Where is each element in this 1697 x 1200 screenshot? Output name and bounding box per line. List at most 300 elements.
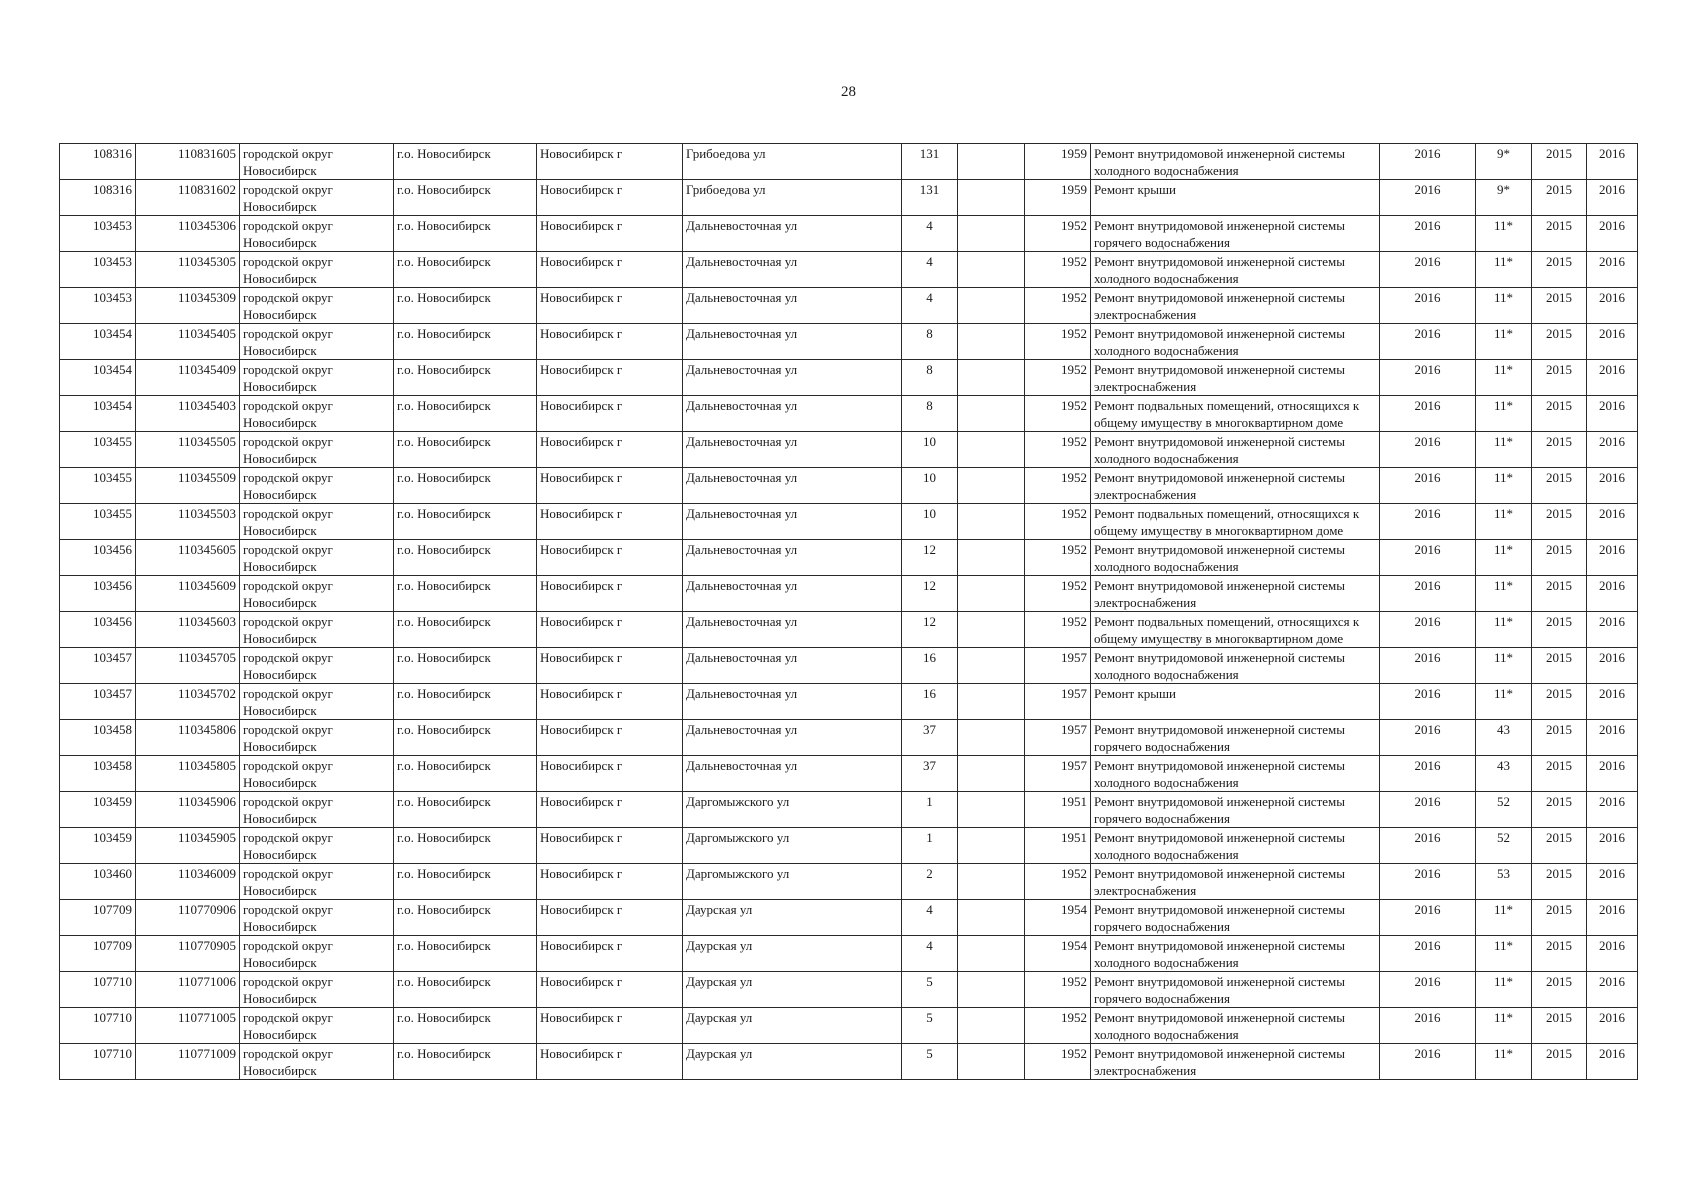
ref-cell: 53	[1476, 864, 1532, 900]
start-year-cell: 2015	[1532, 900, 1587, 936]
build-year-cell: 1957	[1025, 720, 1091, 756]
house-number-cell: 37	[902, 720, 958, 756]
work-id-cell: 110345503	[136, 504, 240, 540]
house-number-cell: 10	[902, 504, 958, 540]
street-cell: Даурская ул	[683, 1008, 902, 1044]
table-row	[60, 144, 1638, 180]
settlement-cell: г.о. Новосибирск	[394, 828, 537, 864]
build-year-cell: 1959	[1025, 144, 1091, 180]
city-cell: Новосибирск г	[537, 972, 683, 1008]
municipality-cell: городской округ Новосибирск	[240, 324, 394, 360]
settlement-cell: г.о. Новосибирск	[394, 612, 537, 648]
house-id-cell: 103459	[60, 828, 136, 864]
house-id-cell: 107710	[60, 1008, 136, 1044]
table-row	[60, 648, 1638, 684]
plan-year-cell: 2016	[1380, 648, 1476, 684]
ref-cell: 11*	[1476, 540, 1532, 576]
settlement-cell: г.о. Новосибирск	[394, 576, 537, 612]
ref-cell: 9*	[1476, 144, 1532, 180]
start-year-cell: 2015	[1532, 612, 1587, 648]
work-type-cell: Ремонт крыши	[1091, 180, 1380, 216]
ref-cell: 11*	[1476, 360, 1532, 396]
municipality-cell: городской округ Новосибирск	[240, 288, 394, 324]
house-id-cell: 103455	[60, 432, 136, 468]
municipality-cell: городской округ Новосибирск	[240, 792, 394, 828]
city-cell: Новосибирск г	[537, 360, 683, 396]
start-year-cell: 2015	[1532, 180, 1587, 216]
ref-cell: 52	[1476, 792, 1532, 828]
end-year-cell: 2016	[1587, 252, 1638, 288]
plan-year-cell: 2016	[1380, 144, 1476, 180]
house-number-cell: 10	[902, 468, 958, 504]
letter-cell	[958, 756, 1025, 792]
end-year-cell: 2016	[1587, 576, 1638, 612]
street-cell: Дальневосточная ул	[683, 504, 902, 540]
table-row	[60, 792, 1638, 828]
city-cell: Новосибирск г	[537, 540, 683, 576]
municipality-cell: городской округ Новосибирск	[240, 828, 394, 864]
work-id-cell: 110771005	[136, 1008, 240, 1044]
street-cell: Грибоедова ул	[683, 180, 902, 216]
plan-year-cell: 2016	[1380, 1008, 1476, 1044]
house-number-cell: 4	[902, 936, 958, 972]
municipality-cell: городской округ Новосибирск	[240, 864, 394, 900]
work-id-cell: 110345805	[136, 756, 240, 792]
street-cell: Дальневосточная ул	[683, 288, 902, 324]
ref-cell: 11*	[1476, 936, 1532, 972]
work-type-cell: Ремонт внутридомовой инженерной системы холодного водоснабжения	[1091, 432, 1380, 468]
work-type-cell: Ремонт внутридомовой инженерной системы горячего водоснабжения	[1091, 900, 1380, 936]
settlement-cell: г.о. Новосибирск	[394, 468, 537, 504]
table-row	[60, 504, 1638, 540]
table-row	[60, 756, 1638, 792]
work-id-cell: 110345405	[136, 324, 240, 360]
plan-year-cell: 2016	[1380, 972, 1476, 1008]
letter-cell	[958, 576, 1025, 612]
house-number-cell: 16	[902, 648, 958, 684]
build-year-cell: 1952	[1025, 504, 1091, 540]
house-id-cell: 103453	[60, 288, 136, 324]
work-id-cell: 110345505	[136, 432, 240, 468]
house-number-cell: 8	[902, 360, 958, 396]
start-year-cell: 2015	[1532, 144, 1587, 180]
plan-year-cell: 2016	[1380, 396, 1476, 432]
start-year-cell: 2015	[1532, 972, 1587, 1008]
table-row	[60, 612, 1638, 648]
letter-cell	[958, 432, 1025, 468]
build-year-cell: 1952	[1025, 324, 1091, 360]
letter-cell	[958, 612, 1025, 648]
letter-cell	[958, 468, 1025, 504]
municipality-cell: городской округ Новосибирск	[240, 684, 394, 720]
repair-register-table	[59, 143, 1638, 1080]
plan-year-cell: 2016	[1380, 216, 1476, 252]
plan-year-cell: 2016	[1380, 792, 1476, 828]
settlement-cell: г.о. Новосибирск	[394, 864, 537, 900]
table-row	[60, 1008, 1638, 1044]
settlement-cell: г.о. Новосибирск	[394, 504, 537, 540]
letter-cell	[958, 864, 1025, 900]
ref-cell: 11*	[1476, 648, 1532, 684]
work-id-cell: 110770905	[136, 936, 240, 972]
municipality-cell: городской округ Новосибирск	[240, 936, 394, 972]
plan-year-cell: 2016	[1380, 936, 1476, 972]
street-cell: Дальневосточная ул	[683, 576, 902, 612]
city-cell: Новосибирск г	[537, 648, 683, 684]
ref-cell: 11*	[1476, 612, 1532, 648]
house-id-cell: 103454	[60, 324, 136, 360]
ref-cell: 11*	[1476, 468, 1532, 504]
city-cell: Новосибирск г	[537, 828, 683, 864]
build-year-cell: 1952	[1025, 396, 1091, 432]
build-year-cell: 1952	[1025, 972, 1091, 1008]
street-cell: Дальневосточная ул	[683, 396, 902, 432]
city-cell: Новосибирск г	[537, 468, 683, 504]
letter-cell	[958, 648, 1025, 684]
street-cell: Дальневосточная ул	[683, 612, 902, 648]
start-year-cell: 2015	[1532, 756, 1587, 792]
street-cell: Дальневосточная ул	[683, 756, 902, 792]
house-id-cell: 108316	[60, 180, 136, 216]
plan-year-cell: 2016	[1380, 180, 1476, 216]
start-year-cell: 2015	[1532, 468, 1587, 504]
start-year-cell: 2015	[1532, 288, 1587, 324]
plan-year-cell: 2016	[1380, 720, 1476, 756]
settlement-cell: г.о. Новосибирск	[394, 324, 537, 360]
plan-year-cell: 2016	[1380, 684, 1476, 720]
page-number: 28	[841, 84, 856, 100]
work-id-cell: 110771009	[136, 1044, 240, 1080]
end-year-cell: 2016	[1587, 684, 1638, 720]
work-type-cell: Ремонт внутридомовой инженерной системы горячего водоснабжения	[1091, 720, 1380, 756]
municipality-cell: городской округ Новосибирск	[240, 504, 394, 540]
street-cell: Даргомыжского ул	[683, 828, 902, 864]
letter-cell	[958, 288, 1025, 324]
work-type-cell: Ремонт внутридомовой инженерной системы холодного водоснабжения	[1091, 936, 1380, 972]
work-id-cell: 110831605	[136, 144, 240, 180]
table-row	[60, 576, 1638, 612]
letter-cell	[958, 324, 1025, 360]
house-id-cell: 103459	[60, 792, 136, 828]
table-body	[60, 144, 1638, 1080]
house-id-cell: 103456	[60, 540, 136, 576]
work-id-cell: 110345806	[136, 720, 240, 756]
build-year-cell: 1952	[1025, 288, 1091, 324]
street-cell: Даурская ул	[683, 900, 902, 936]
build-year-cell: 1952	[1025, 612, 1091, 648]
end-year-cell: 2016	[1587, 792, 1638, 828]
letter-cell	[958, 252, 1025, 288]
work-type-cell: Ремонт внутридомовой инженерной системы электроснабжения	[1091, 864, 1380, 900]
street-cell: Дальневосточная ул	[683, 468, 902, 504]
house-number-cell: 4	[902, 252, 958, 288]
end-year-cell: 2016	[1587, 360, 1638, 396]
settlement-cell: г.о. Новосибирск	[394, 1044, 537, 1080]
work-type-cell: Ремонт внутридомовой инженерной системы холодного водоснабжения	[1091, 144, 1380, 180]
house-number-cell: 131	[902, 144, 958, 180]
work-id-cell: 110345905	[136, 828, 240, 864]
settlement-cell: г.о. Новосибирск	[394, 432, 537, 468]
street-cell: Дальневосточная ул	[683, 324, 902, 360]
table-row	[60, 828, 1638, 864]
house-id-cell: 103458	[60, 756, 136, 792]
street-cell: Дальневосточная ул	[683, 360, 902, 396]
work-id-cell: 110345605	[136, 540, 240, 576]
house-id-cell: 103460	[60, 864, 136, 900]
settlement-cell: г.о. Новосибирск	[394, 216, 537, 252]
table-row	[60, 1044, 1638, 1080]
house-id-cell: 107709	[60, 936, 136, 972]
house-id-cell: 103457	[60, 648, 136, 684]
settlement-cell: г.о. Новосибирск	[394, 1008, 537, 1044]
street-cell: Даурская ул	[683, 1044, 902, 1080]
end-year-cell: 2016	[1587, 972, 1638, 1008]
house-id-cell: 103454	[60, 360, 136, 396]
street-cell: Дальневосточная ул	[683, 540, 902, 576]
municipality-cell: городской округ Новосибирск	[240, 180, 394, 216]
work-id-cell: 110770906	[136, 900, 240, 936]
start-year-cell: 2015	[1532, 504, 1587, 540]
house-id-cell: 103457	[60, 684, 136, 720]
street-cell: Даргомыжского ул	[683, 864, 902, 900]
table-row	[60, 396, 1638, 432]
house-number-cell: 12	[902, 576, 958, 612]
letter-cell	[958, 1044, 1025, 1080]
city-cell: Новосибирск г	[537, 144, 683, 180]
plan-year-cell: 2016	[1380, 252, 1476, 288]
letter-cell	[958, 540, 1025, 576]
end-year-cell: 2016	[1587, 936, 1638, 972]
ref-cell: 9*	[1476, 180, 1532, 216]
ref-cell: 11*	[1476, 216, 1532, 252]
ref-cell: 11*	[1476, 576, 1532, 612]
build-year-cell: 1952	[1025, 540, 1091, 576]
settlement-cell: г.о. Новосибирск	[394, 720, 537, 756]
letter-cell	[958, 720, 1025, 756]
municipality-cell: городской округ Новосибирск	[240, 756, 394, 792]
end-year-cell: 2016	[1587, 504, 1638, 540]
letter-cell	[958, 1008, 1025, 1044]
house-number-cell: 16	[902, 684, 958, 720]
ref-cell: 52	[1476, 828, 1532, 864]
ref-cell: 11*	[1476, 684, 1532, 720]
house-id-cell: 107710	[60, 972, 136, 1008]
letter-cell	[958, 684, 1025, 720]
end-year-cell: 2016	[1587, 648, 1638, 684]
house-number-cell: 5	[902, 972, 958, 1008]
work-type-cell: Ремонт внутридомовой инженерной системы электроснабжения	[1091, 288, 1380, 324]
plan-year-cell: 2016	[1380, 360, 1476, 396]
street-cell: Даргомыжского ул	[683, 792, 902, 828]
table-row	[60, 324, 1638, 360]
work-id-cell: 110345309	[136, 288, 240, 324]
city-cell: Новосибирск г	[537, 612, 683, 648]
city-cell: Новосибирск г	[537, 216, 683, 252]
municipality-cell: городской округ Новосибирск	[240, 360, 394, 396]
start-year-cell: 2015	[1532, 324, 1587, 360]
city-cell: Новосибирск г	[537, 504, 683, 540]
plan-year-cell: 2016	[1380, 432, 1476, 468]
work-type-cell: Ремонт внутридомовой инженерной системы холодного водоснабжения	[1091, 252, 1380, 288]
start-year-cell: 2015	[1532, 432, 1587, 468]
work-type-cell: Ремонт внутридомовой инженерной системы холодного водоснабжения	[1091, 1008, 1380, 1044]
end-year-cell: 2016	[1587, 864, 1638, 900]
house-number-cell: 5	[902, 1044, 958, 1080]
end-year-cell: 2016	[1587, 540, 1638, 576]
city-cell: Новосибирск г	[537, 180, 683, 216]
start-year-cell: 2015	[1532, 360, 1587, 396]
ref-cell: 11*	[1476, 900, 1532, 936]
end-year-cell: 2016	[1587, 288, 1638, 324]
ref-cell: 11*	[1476, 288, 1532, 324]
start-year-cell: 2015	[1532, 684, 1587, 720]
settlement-cell: г.о. Новосибирск	[394, 180, 537, 216]
work-id-cell: 110345305	[136, 252, 240, 288]
municipality-cell: городской округ Новосибирск	[240, 972, 394, 1008]
city-cell: Новосибирск г	[537, 396, 683, 432]
letter-cell	[958, 900, 1025, 936]
house-number-cell: 12	[902, 612, 958, 648]
plan-year-cell: 2016	[1380, 612, 1476, 648]
house-number-cell: 4	[902, 900, 958, 936]
start-year-cell: 2015	[1532, 396, 1587, 432]
house-number-cell: 1	[902, 828, 958, 864]
table-row	[60, 864, 1638, 900]
work-id-cell: 110831602	[136, 180, 240, 216]
city-cell: Новосибирск г	[537, 288, 683, 324]
letter-cell	[958, 936, 1025, 972]
table-row	[60, 432, 1638, 468]
build-year-cell: 1954	[1025, 900, 1091, 936]
ref-cell: 11*	[1476, 1044, 1532, 1080]
street-cell: Дальневосточная ул	[683, 684, 902, 720]
work-id-cell: 110771006	[136, 972, 240, 1008]
end-year-cell: 2016	[1587, 144, 1638, 180]
start-year-cell: 2015	[1532, 864, 1587, 900]
build-year-cell: 1952	[1025, 1044, 1091, 1080]
work-type-cell: Ремонт подвальных помещений, относящихся к общему имуществу в многоквартирном доме	[1091, 504, 1380, 540]
house-id-cell: 103455	[60, 468, 136, 504]
house-number-cell: 10	[902, 432, 958, 468]
street-cell: Дальневосточная ул	[683, 216, 902, 252]
table-row	[60, 540, 1638, 576]
build-year-cell: 1957	[1025, 648, 1091, 684]
house-id-cell: 103458	[60, 720, 136, 756]
work-type-cell: Ремонт подвальных помещений, относящихся к общему имуществу в многоквартирном доме	[1091, 612, 1380, 648]
plan-year-cell: 2016	[1380, 756, 1476, 792]
build-year-cell: 1952	[1025, 1008, 1091, 1044]
settlement-cell: г.о. Новосибирск	[394, 792, 537, 828]
street-cell: Дальневосточная ул	[683, 432, 902, 468]
city-cell: Новосибирск г	[537, 432, 683, 468]
city-cell: Новосибирск г	[537, 864, 683, 900]
work-id-cell: 110345409	[136, 360, 240, 396]
settlement-cell: г.о. Новосибирск	[394, 540, 537, 576]
municipality-cell: городской округ Новосибирск	[240, 432, 394, 468]
table-row	[60, 900, 1638, 936]
start-year-cell: 2015	[1532, 540, 1587, 576]
end-year-cell: 2016	[1587, 900, 1638, 936]
house-number-cell: 12	[902, 540, 958, 576]
work-type-cell: Ремонт внутридомовой инженерной системы холодного водоснабжения	[1091, 756, 1380, 792]
start-year-cell: 2015	[1532, 1008, 1587, 1044]
start-year-cell: 2015	[1532, 936, 1587, 972]
settlement-cell: г.о. Новосибирск	[394, 972, 537, 1008]
build-year-cell: 1952	[1025, 216, 1091, 252]
work-type-cell: Ремонт внутридомовой инженерной системы холодного водоснабжения	[1091, 324, 1380, 360]
house-number-cell: 2	[902, 864, 958, 900]
municipality-cell: городской округ Новосибирск	[240, 900, 394, 936]
work-type-cell: Ремонт внутридомовой инженерной системы холодного водоснабжения	[1091, 828, 1380, 864]
end-year-cell: 2016	[1587, 432, 1638, 468]
house-id-cell: 107709	[60, 900, 136, 936]
house-number-cell: 131	[902, 180, 958, 216]
ref-cell: 11*	[1476, 252, 1532, 288]
table-row	[60, 684, 1638, 720]
work-type-cell: Ремонт внутридомовой инженерной системы электроснабжения	[1091, 468, 1380, 504]
ref-cell: 43	[1476, 756, 1532, 792]
house-id-cell: 108316	[60, 144, 136, 180]
work-type-cell: Ремонт внутридомовой инженерной системы горячего водоснабжения	[1091, 972, 1380, 1008]
work-type-cell: Ремонт внутридомовой инженерной системы холодного водоснабжения	[1091, 648, 1380, 684]
city-cell: Новосибирск г	[537, 720, 683, 756]
end-year-cell: 2016	[1587, 216, 1638, 252]
plan-year-cell: 2016	[1380, 288, 1476, 324]
letter-cell	[958, 144, 1025, 180]
table-row	[60, 720, 1638, 756]
settlement-cell: г.о. Новосибирск	[394, 936, 537, 972]
street-cell: Дальневосточная ул	[683, 720, 902, 756]
house-number-cell: 4	[902, 288, 958, 324]
street-cell: Даурская ул	[683, 936, 902, 972]
ref-cell: 11*	[1476, 1008, 1532, 1044]
city-cell: Новосибирск г	[537, 756, 683, 792]
start-year-cell: 2015	[1532, 828, 1587, 864]
work-id-cell: 110345702	[136, 684, 240, 720]
letter-cell	[958, 180, 1025, 216]
house-number-cell: 4	[902, 216, 958, 252]
settlement-cell: г.о. Новосибирск	[394, 288, 537, 324]
settlement-cell: г.о. Новосибирск	[394, 900, 537, 936]
work-id-cell: 110345906	[136, 792, 240, 828]
build-year-cell: 1951	[1025, 828, 1091, 864]
work-id-cell: 110345609	[136, 576, 240, 612]
build-year-cell: 1959	[1025, 180, 1091, 216]
municipality-cell: городской округ Новосибирск	[240, 576, 394, 612]
plan-year-cell: 2016	[1380, 468, 1476, 504]
letter-cell	[958, 360, 1025, 396]
end-year-cell: 2016	[1587, 756, 1638, 792]
city-cell: Новосибирск г	[537, 252, 683, 288]
start-year-cell: 2015	[1532, 252, 1587, 288]
house-id-cell: 103455	[60, 504, 136, 540]
plan-year-cell: 2016	[1380, 540, 1476, 576]
ref-cell: 11*	[1476, 972, 1532, 1008]
letter-cell	[958, 504, 1025, 540]
table-row	[60, 468, 1638, 504]
municipality-cell: городской округ Новосибирск	[240, 396, 394, 432]
street-cell: Грибоедова ул	[683, 144, 902, 180]
house-id-cell: 103456	[60, 576, 136, 612]
end-year-cell: 2016	[1587, 828, 1638, 864]
table-row	[60, 972, 1638, 1008]
start-year-cell: 2015	[1532, 792, 1587, 828]
city-cell: Новосибирск г	[537, 324, 683, 360]
work-type-cell: Ремонт внутридомовой инженерной системы горячего водоснабжения	[1091, 792, 1380, 828]
work-type-cell: Ремонт внутридомовой инженерной системы электроснабжения	[1091, 360, 1380, 396]
house-id-cell: 103453	[60, 252, 136, 288]
work-type-cell: Ремонт внутридомовой инженерной системы электроснабжения	[1091, 576, 1380, 612]
